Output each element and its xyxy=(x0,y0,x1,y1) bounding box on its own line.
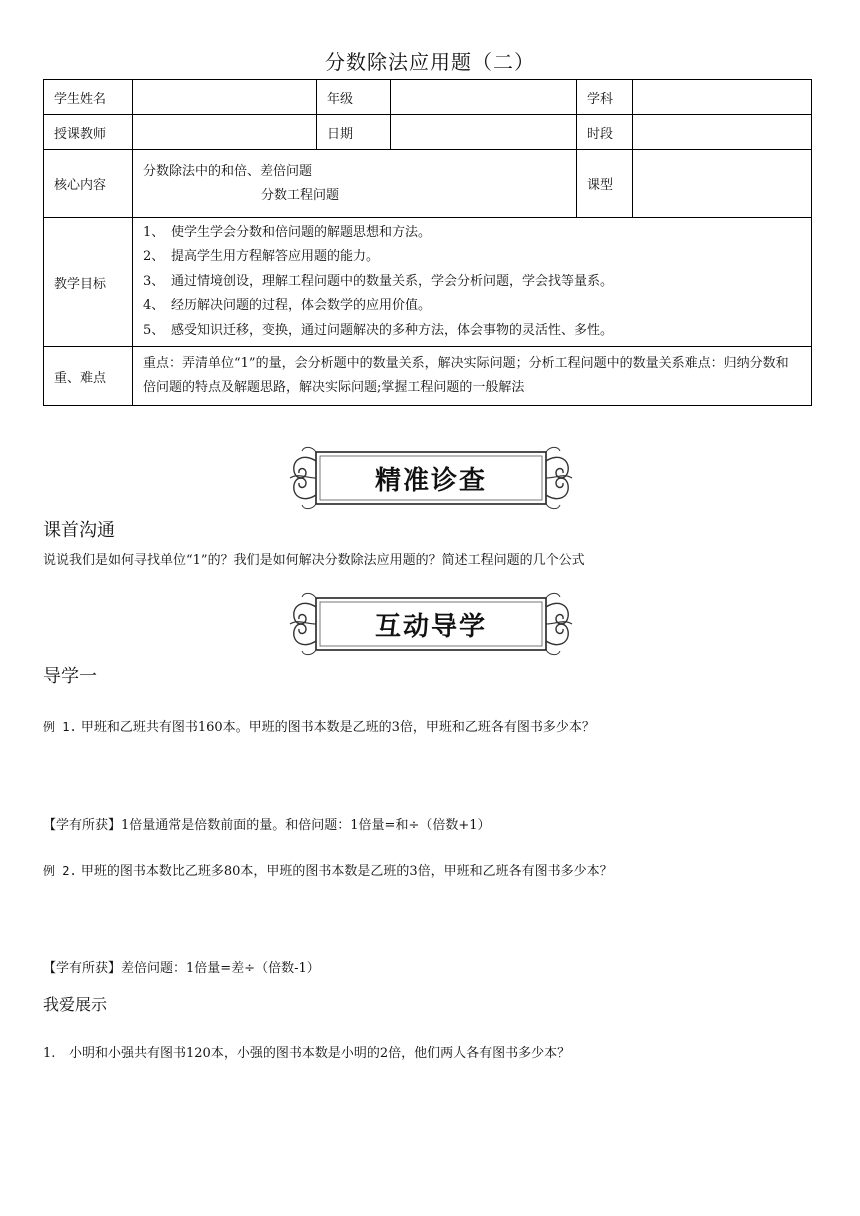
gain-text: 差倍问题：1倍量=差÷（倍数-1） xyxy=(121,961,320,976)
example-1 xyxy=(43,716,595,735)
goal-text: 提高学生用方程解答应用题的能力。 xyxy=(171,249,380,265)
lesson-type-label: 课型 xyxy=(577,150,633,218)
example-text: 甲班和乙班共有图书160本。甲班的图书本数是乙班的3倍，甲班和乙班各有图书多少本？ xyxy=(80,720,595,735)
core-line-1: 分数除法中的和倍、差倍问题 xyxy=(143,163,313,179)
core-content-value xyxy=(133,150,577,218)
goal-text: 经历解决问题的过程，体会数学的应用价值。 xyxy=(171,298,432,314)
goal-number: 1、 xyxy=(143,224,165,240)
core-line-2: 分数工程问题 xyxy=(261,187,340,203)
banner-interactive xyxy=(286,589,576,659)
learning-gain-1 xyxy=(43,814,491,833)
subject-value[interactable] xyxy=(633,80,812,115)
teaching-goal-label: 教学目标 xyxy=(44,218,133,347)
list-item xyxy=(143,245,801,269)
core-content-label: 核心内容 xyxy=(44,150,133,218)
list-item xyxy=(143,319,801,343)
lesson-type-value[interactable] xyxy=(633,150,812,218)
grade-value[interactable] xyxy=(391,80,577,115)
period-label: 时段 xyxy=(577,115,633,150)
example-2 xyxy=(43,860,613,879)
teacher-value[interactable] xyxy=(133,115,317,150)
gain-text: 1倍量通常是倍数前面的量。和倍问题：1倍量=和÷（倍数+1） xyxy=(121,818,491,833)
period-value[interactable] xyxy=(633,115,812,150)
table-row xyxy=(44,115,812,150)
grade-label: 年级 xyxy=(317,80,391,115)
goal-number: 5、 xyxy=(143,322,165,338)
goal-text: 感受知识迁移，变换，通过问题解决的多种方法，体会事物的灵活性、多性。 xyxy=(171,322,614,338)
question-1 xyxy=(43,1042,570,1061)
section-heading: 导学一 xyxy=(43,666,97,687)
section-heading: 课首沟通 xyxy=(43,520,115,541)
question-text: 小明和小强共有图书120本，小强的图书本数是小明的2倍，他们两人各有图书多少本？ xyxy=(69,1046,571,1061)
teacher-label: 授课教师 xyxy=(44,115,133,150)
student-name-label: 学生姓名 xyxy=(44,80,133,115)
lesson-info-table xyxy=(43,79,812,406)
key-points-text: 重点：弄清单位“1”的量，会分析题中的数量关系，解决实际问题；分析工程问题中的数量关系难点：归纳分数和倍问题的特点及解题思路，解决实际问题;掌握工程问题的一般解法 xyxy=(133,347,812,406)
example-label: 例 1. xyxy=(43,720,77,734)
teaching-goal-list xyxy=(133,218,812,347)
table-row xyxy=(44,150,812,218)
learning-gain-2 xyxy=(43,957,320,976)
table-row xyxy=(44,218,812,347)
list-item xyxy=(143,270,801,294)
table-row xyxy=(44,80,812,115)
goal-number: 2、 xyxy=(143,249,165,265)
example-label: 例 2. xyxy=(43,864,77,878)
banner-title: 互动导学 xyxy=(374,611,487,642)
key-points-label: 重、难点 xyxy=(44,347,133,406)
goal-text: 使学生学会分数和倍问题的解题思想和方法。 xyxy=(171,224,432,240)
banner-diagnosis xyxy=(286,443,576,513)
gain-label: 【学有所获】 xyxy=(43,961,122,976)
gain-label: 【学有所获】 xyxy=(43,818,122,833)
list-item xyxy=(143,221,801,245)
section-text: 说说我们是如何寻找单位“1”的？我们是如何解决分数除法应用题的？简述工程问题的几个公式 xyxy=(43,553,585,568)
student-name-value[interactable] xyxy=(133,80,317,115)
date-label: 日期 xyxy=(317,115,391,150)
section-heading: 我爱展示 xyxy=(43,995,108,1014)
question-number: 1. xyxy=(43,1046,56,1061)
goal-text: 通过情境创设，理解工程问题中的数量关系，学会分析问题，学会找等量系。 xyxy=(171,273,614,289)
subject-label: 学科 xyxy=(577,80,633,115)
goal-number: 3、 xyxy=(143,273,165,289)
banner-title: 精准诊查 xyxy=(374,465,487,496)
date-value[interactable] xyxy=(391,115,577,150)
table-row xyxy=(44,347,812,406)
goal-number: 4、 xyxy=(143,298,165,314)
list-item xyxy=(143,294,801,318)
page-title: 分数除法应用题（二） xyxy=(325,50,535,74)
example-text: 甲班的图书本数比乙班多80本，甲班的图书本数是乙班的3倍，甲班和乙班各有图书多少本？ xyxy=(80,864,613,879)
